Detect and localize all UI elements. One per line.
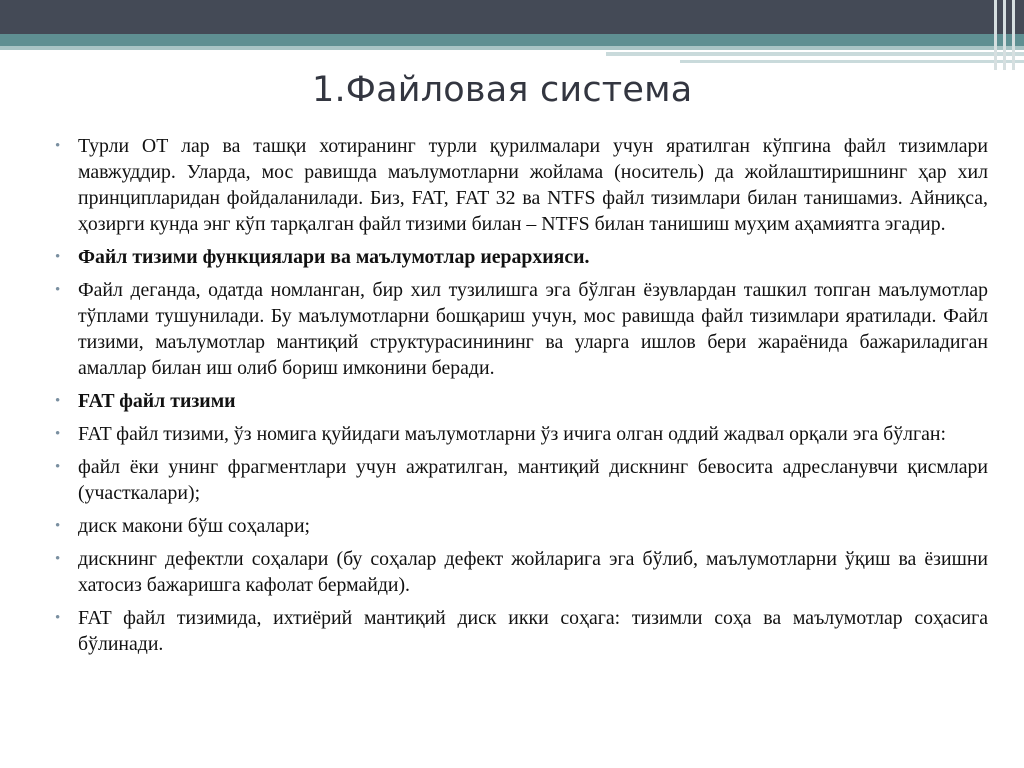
bullet-text: Файл деганда, одатда номланган, бир хил тузилишга эга бўлган ёзувлардан ташкил топган маълумотлар тўплами тушунилади. Бу маълумотларни бошқариш учун, мос равишда файл тизимлари яратилади. Файл тизими, маълумотлар мантиқий структурасинининг ва уларга ишлов бери жараёнида бажариладиган амаллар билан иш олиб бориш имконини беради. — [78, 279, 988, 379]
bullet-icon: • — [55, 249, 61, 265]
bullet-item — [55, 133, 988, 237]
bullet-text: Турли ОТ лар ва ташқи хотиранинг турли қурилмалари учун яратилган кўпгина файл тизимлари мавжуддир. Уларда, мос равишда маълумотларни жойлама (носитель) да жойлаштиришнинг ҳар хил принципларидан фойдаланилади. Биз, FAT, FAT 32 ва NTFS файл тизимлари билан танишамиз. Айниқса, ҳозирги кунда энг кўп тарқалган файл тизими билан – NTFS билан танишиш муҳим аҳамиятга эгадир. — [78, 135, 988, 235]
slide-title: 1.Файловая система — [312, 70, 693, 110]
bullet-icon: • — [55, 610, 61, 626]
decorative-stripe — [1012, 0, 1015, 70]
decorative-line — [680, 60, 1024, 63]
bullet-icon: • — [55, 138, 61, 154]
bullet-icon: • — [55, 426, 61, 442]
bullet-heading: Файл тизими функциялари ва маълумотлар иерархияси. — [78, 246, 590, 268]
bullet-icon: • — [55, 393, 61, 409]
bullet-item — [55, 277, 988, 381]
bullet-icon: • — [55, 518, 61, 534]
bullet-item — [55, 605, 988, 657]
bullet-item — [55, 421, 988, 447]
bullet-text: FAT файл тизими, ўз номига қуйидаги маълумотларни ўз ичига олган оддий жадвал орқали эга бўлган: — [78, 423, 946, 445]
bullet-heading: FAT файл тизими — [78, 390, 236, 412]
bullet-icon: • — [55, 459, 61, 475]
decorative-line — [606, 52, 1024, 56]
bullet-list — [55, 133, 988, 664]
bullet-text: файл ёки унинг фрагментлари учун ажратилган, мантиқий дискнинг бевосита адресланувчи қисмлари (участкалари); — [78, 456, 988, 504]
header-accent-band — [0, 34, 1024, 46]
bullet-text: дискнинг дефектли соҳалари (бу соҳалар дефект жойларига эга бўлиб, маълумотларни ўқиш ва ёзишни хатосиз бажаришга кафолат бермайди). — [78, 548, 988, 596]
header-light-band — [0, 46, 1024, 50]
bullet-item — [55, 513, 988, 539]
bullet-text: FAT файл тизимида, ихтиёрий мантиқий диск икки соҳага: тизимли соҳа ва маълумотлар соҳасига бўлинади. — [78, 607, 988, 655]
bullet-item — [55, 388, 988, 414]
bullet-item — [55, 546, 988, 598]
bullet-text: диск макони бўш соҳалари; — [78, 515, 311, 537]
bullet-item — [55, 454, 988, 506]
decorative-stripe — [994, 0, 997, 70]
decorative-stripe — [1003, 0, 1006, 70]
bullet-icon: • — [55, 282, 61, 298]
header-bar — [0, 0, 1024, 34]
bullet-icon: • — [55, 551, 61, 567]
bullet-item — [55, 244, 988, 270]
